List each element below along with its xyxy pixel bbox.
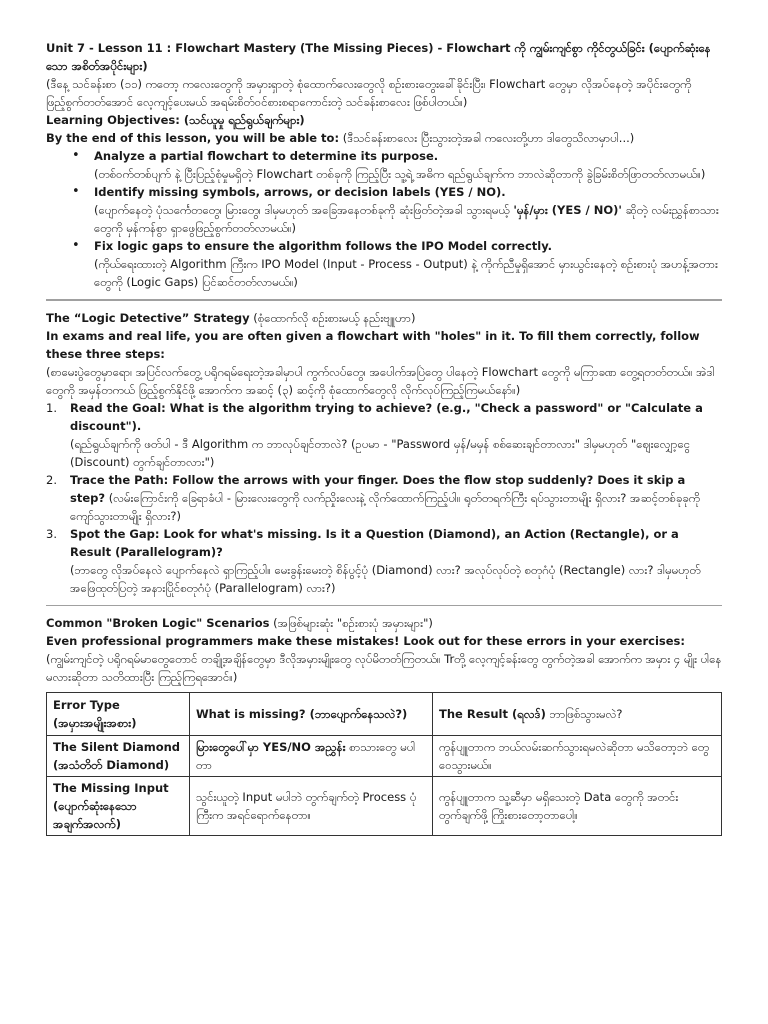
broken-lead-desc: (ကျွမ်းကျင်တဲ့ ပရိုဂရမ်မာတွေတောင် တချို့အချိန်တွေမှာ ဒီလိုအမှားမျိုးတွေ လုပ်မိတတ်ကြတယ်။ Trတို့ လေ့ကျင့်ခန်းတွေ တွက်တဲ့အခါ အောက်က အမှား ၄ မျိုး ပါနေမလားဆိုတာ သတိထားပြီး ကြည့်ကြရအောင်။)	[46, 652, 722, 684]
strategy-heading-bold: The “Logic Detective” Strategy	[46, 311, 250, 325]
lesson-title: Unit 7 - Lesson 11 : Flowchart Mastery (The Missing Pieces) - Flowchart ကို ကျွမ်းကျင်စွာ ကိုင်တွယ်ခြင်း (ပျောက်ဆုံးနေသော အစိတ်အပိုင်းများ)	[46, 41, 711, 73]
strategy-step	[46, 471, 722, 525]
objective-desc: (တစ်ဝက်တစ်ပျက် နဲ့ ပြီးပြည့်စုံမှုမရှိတဲ့ Flowchart တစ်ခုကို ကြည့်ပြီး သူ့ရဲ့ အဓိက ရည်ရွယ်ချက်က ဘာလဲဆိုတာကို ခွဲခြမ်းစိတ်ဖြာတတ်လာမယ်။)	[94, 167, 706, 181]
cell-result	[433, 777, 722, 836]
cell-text: သွင်းယူတဲ့ Input မပါဘဲ တွက်ချက်တဲ့ Process ပုံကြီးက အရင်ရောက်နေတာ။	[196, 790, 417, 822]
broken-heading	[46, 614, 722, 632]
step-desc: (ဘာတွေ လိုအပ်နေလဲ ပျောက်နေလဲ ရှာကြည့်ပါ။ မေးခွန်းမေးတဲ့ စိန်ပွင့်ပုံ (Diamond) လား? အလုပ်လုပ်တဲ့ စတုဂံပုံ (Rectangle) လား? ဒါမှမဟုတ် အဖြေထုတ်ပြတဲ့ အနားပြိုင်စတုဂံပုံ (Parallelogram) လား?)	[70, 563, 701, 595]
cell-error-type	[47, 736, 190, 777]
table-row	[47, 736, 722, 777]
objective-title: • Identify missing symbols, arrows, or decision labels (YES / NO).	[94, 185, 506, 199]
objectives-lead-rest: (ဒီသင်ခန်းစာလေး ပြီးသွားတဲ့အခါ ကလေးတို့ဟာ ဒါတွေသိလာမှာပါ...)	[339, 131, 635, 145]
cell-text: အချက်အလက်)	[53, 817, 121, 831]
objective-item	[46, 147, 722, 183]
section-divider	[46, 299, 722, 301]
objective-desc-part: (ပျောက်နေတဲ့ ပုံသင်္ကေတတွေ၊ မြားတွေ၊ ဒါမှမဟုတ် အခြေအနေတစ်ခုကို ဆုံးဖြတ်တဲ့အခါ သွားရမယ့်	[94, 203, 514, 217]
strategy-steps	[46, 399, 722, 597]
document-page	[46, 39, 722, 836]
step-number: 3.	[46, 527, 57, 541]
cell-text: ကွန်ပျူတာက ဘယ်လမ်းဆက်သွားရမလဲဆိုတာ မသိတော့ဘဲ တွေဝေသွားမယ်။	[439, 740, 710, 772]
cell-text: မြားတွေပေါ်မှာ YES/NO အညွှန်း	[196, 740, 346, 754]
strategy-lead-desc: (စာမေးပွဲတွေမှာရော၊ အပြင်လက်တွေ့ ပရိုဂရမ်ရေးတဲ့အခါမှာပါ ကွက်လပ်တွေ၊ အပေါက်အပြဲတွေ ပါနေတဲ့ Flowchart တွေကို မကြာခဏ တွေ့ရတတ်တယ်။ အဲဒါတွေကို အမှန်တကယ် ဖြည့်စွက်နိုင်ဖို့ အောက်က အဆင့် (၃) ဆင့်ကို စုံထောက်တွေလို လိုက်လုပ်ကြည့်ကြမယ်နော်။)	[46, 365, 715, 397]
cell-text: စာသားတွေ မပါတာ	[196, 740, 416, 772]
objective-item	[46, 237, 722, 291]
cell-error-type	[47, 777, 190, 836]
header-text: Error Type	[53, 698, 120, 712]
header-result	[433, 693, 722, 736]
section-divider	[46, 605, 722, 606]
header-text: ဘာဖြစ်သွားမလဲ?	[545, 707, 623, 721]
objective-desc-bold: 'မှန်/မှား (YES / NO)'	[513, 203, 622, 217]
objectives-lead	[46, 129, 722, 147]
objective-title: • Analyze a partial flowchart to determine its purpose.	[94, 149, 439, 163]
lesson-intro: (ဒီနေ့ သင်ခန်းစာ (၁၁) ကတော့ ကလေးတွေကို အမှားရှာတဲ့ စုံထောက်လေးတွေလို စဉ်းစားတွေးခေါ်ခိုင်းပြီး၊ Flowchart တွေမှာ လိုအပ်နေတဲ့ အပိုင်းတွေကို ဖြည့်စွက်တတ်အောင် လေ့ကျင့်ပေးမယ် အရမ်းစိတ်ဝင်စားစရာကောင်းတဲ့ သင်ခန်းစာလေး ဖြစ်ပါတယ်။)	[46, 77, 692, 109]
step-title: Trace the Path: Follow the arrows with your finger. Does the flow stop suddenly? Does it skip a step?	[70, 473, 686, 505]
strategy-heading	[46, 309, 722, 327]
table-header-row	[47, 693, 722, 736]
error-table	[46, 692, 722, 836]
step-title: Read the Goal: What is the algorithm trying to achieve? (e.g., "Check a password" or "Calculate a discount").	[70, 401, 703, 433]
objectives-list	[46, 147, 722, 291]
step-title: Spot the Gap: Look for what's missing. Is it a Question (Diamond), an Action (Rectangle), or a Result (Parallelogram)?	[70, 527, 679, 559]
header-error-type	[47, 693, 190, 736]
objectives-lead-bold: By the end of this lesson, you will be able to:	[46, 131, 340, 145]
objective-title: • Fix logic gaps to ensure the algorithm follows the IPO Model correctly.	[94, 239, 553, 253]
header-text: What is missing? (ဘာပျောက်နေသလဲ?)	[196, 707, 408, 721]
step-number: 2.	[46, 473, 57, 487]
cell-text: ကွန်ပျူတာက သူ့ဆီမှာ မရှိသေးတဲ့ Data တွေကို အတင်းတွက်ချက်ဖို့ ကြိုးစားတော့တာပေါ့။	[439, 790, 679, 822]
strategy-heading-rest: (စုံထောက်လို စဉ်းစားမယ့် နည်းဗျူဟာ)	[249, 311, 416, 325]
step-number: 1.	[46, 401, 57, 415]
cell-text: The Silent Diamond	[53, 740, 181, 754]
step-desc: (ရည်ရွယ်ချက်ကို ဖတ်ပါ - ဒီ Algorithm က ဘာလုပ်ချင်တာလဲ? (ဥပမာ - "Password မှန်/မမှန် စစ်ဆေးချင်တာလား" ဒါမှမဟုတ် "ဈေးလျှော့ငွေ (Discount) တွက်ချင်တာလား")	[70, 437, 691, 469]
broken-heading-bold: Common "Broken Logic" Scenarios	[46, 616, 270, 630]
objective-desc-part: ဆိုတဲ့ လမ်းညွှန်စာသားတွေကို မှန်ကန်စွာ ရှာဖွေဖြည့်စွက်တတ်လာမယ်။)	[94, 203, 719, 235]
cell-text: The Missing Input	[53, 781, 169, 795]
strategy-lead: In exams and real life, you are often given a flowchart with "holes" in it. To fill them correctly, follow these three steps:	[46, 329, 700, 361]
cell-result	[433, 736, 722, 777]
cell-text: (ပျောက်ဆုံးနေသော	[53, 799, 137, 813]
header-text: (အမှားအမျိုးအစား)	[53, 716, 137, 730]
cell-text: (အသံတိတ် Diamond)	[53, 758, 170, 772]
step-text	[70, 471, 722, 525]
broken-heading-rest: (အဖြစ်များဆုံး "စဉ်းစားပုံ အမှားများ")	[269, 616, 433, 630]
header-missing	[190, 693, 433, 736]
strategy-step	[46, 525, 722, 597]
cell-missing	[190, 736, 433, 777]
objectives-heading: Learning Objectives: (သင်ယူမှု ရည်ရွယ်ချက်များ)	[46, 113, 305, 127]
objective-desc: (ကိုယ်ရေးထားတဲ့ Algorithm ကြီးက IPO Model (Input - Process - Output) နဲ့ ကိုက်ညီမှုရှိအောင် မှားယွင်းနေတဲ့ စဉ်းစားပုံ အဟန့်အတားတွေကို (Logic Gaps) ပြင်ဆင်တတ်လာမယ်။)	[94, 257, 718, 289]
strategy-step	[46, 399, 722, 471]
broken-lead: Even professional programmers make these mistakes! Look out for these errors in your exercises:	[46, 634, 685, 648]
step-desc: (လမ်းကြောင်းကို ခြေရာခံပါ - မြားလေးတွေကို လက်ညှိုးလေးနဲ့ လိုက်ထောက်ကြည့်ပါ။ ရုတ်တရက်ကြီး ရပ်သွားတာမျိုး ရှိလား? အဆင့်တစ်ခုခုကို ကျော်သွားတာမျိုး ရှိလား?)	[70, 491, 700, 523]
objective-item	[46, 183, 722, 237]
table-row	[47, 777, 722, 836]
objective-desc	[94, 201, 722, 237]
header-text: The Result (ရလဒ်)	[439, 707, 546, 721]
cell-missing	[190, 777, 433, 836]
